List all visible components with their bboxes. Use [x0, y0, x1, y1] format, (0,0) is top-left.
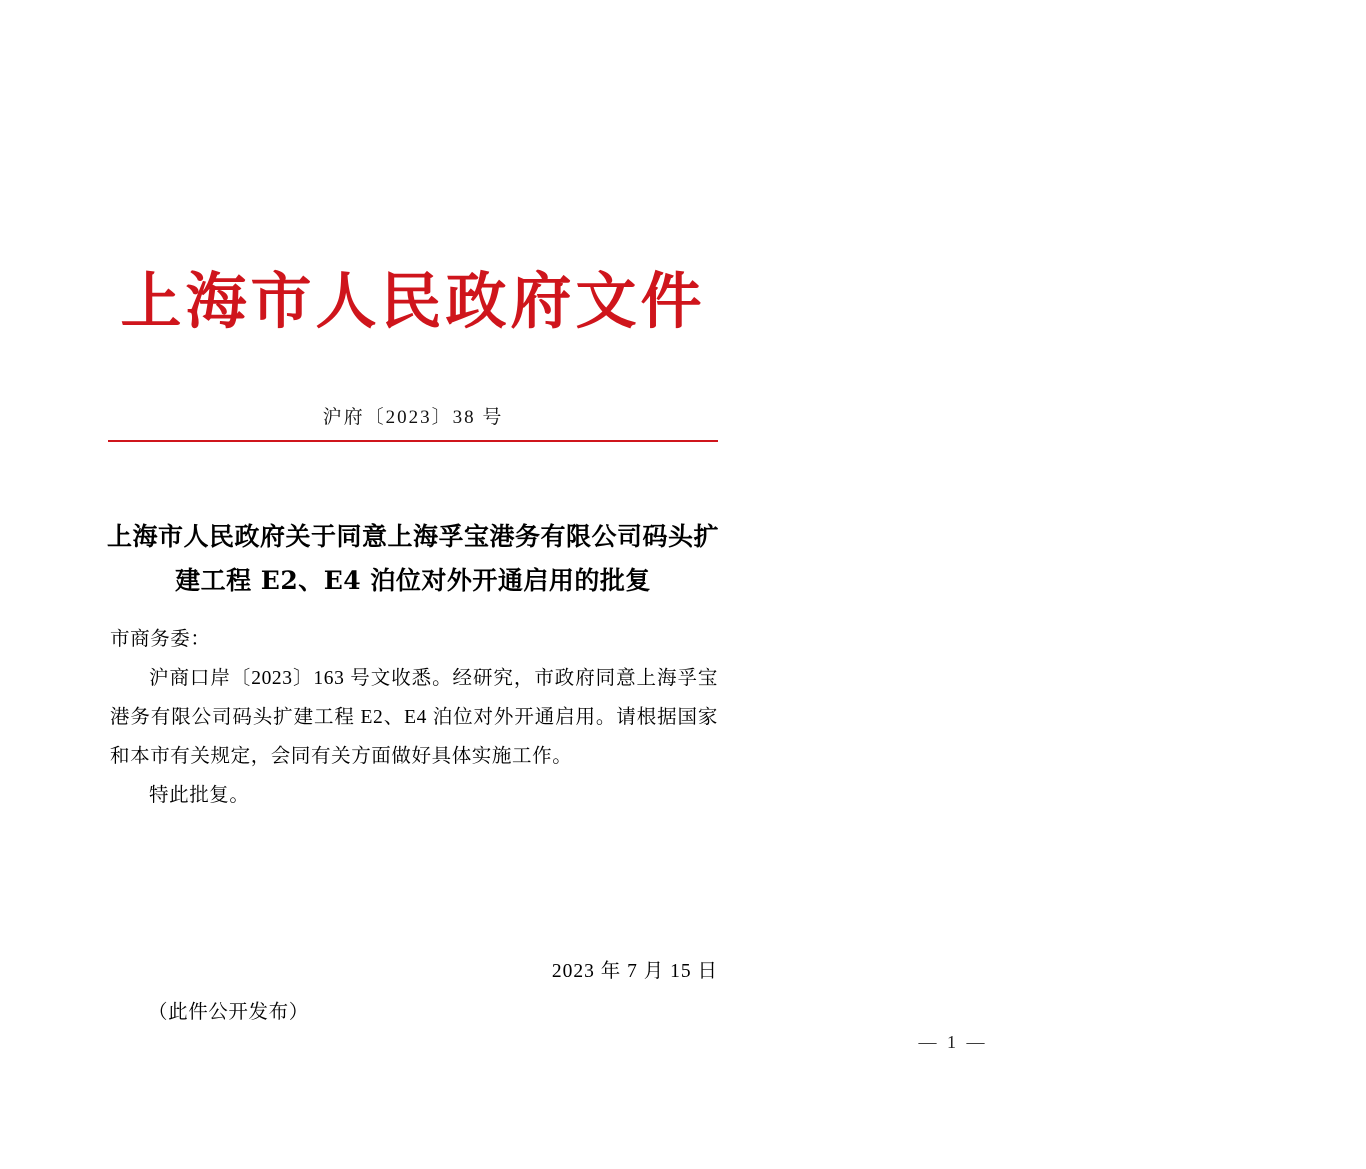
document-number: 沪府〔2023〕38 号 — [322, 407, 504, 428]
publication-note: （此件公开发布） — [148, 1002, 309, 1023]
document-title: 上海市人民政府关于同意上海孚宝港务有限公司码头扩建工程 E2、E4 泊位对外开通启用的批复 — [106, 522, 719, 595]
document-body — [110, 620, 718, 815]
page-number-footer: — 1 — — [918, 1032, 988, 1052]
issue-date: 2023 年 7 月 15 日 — [551, 961, 718, 982]
masthead-title: 上海市人民政府文件 — [120, 266, 706, 337]
body-paragraph-2: 特此批复。 — [149, 785, 250, 806]
salutation: 市商务委： — [110, 629, 211, 650]
red-divider-rule — [108, 440, 718, 442]
body-paragraph-1: 沪商口岸〔2023〕163 号文收悉。经研究，市政府同意上海孚宝港务有限公司码头扩建工程 E2、E4 泊位对外开通启用。请根据国家和本市有关规定，会同有关方面做好具体实施工作。 — [110, 668, 718, 767]
